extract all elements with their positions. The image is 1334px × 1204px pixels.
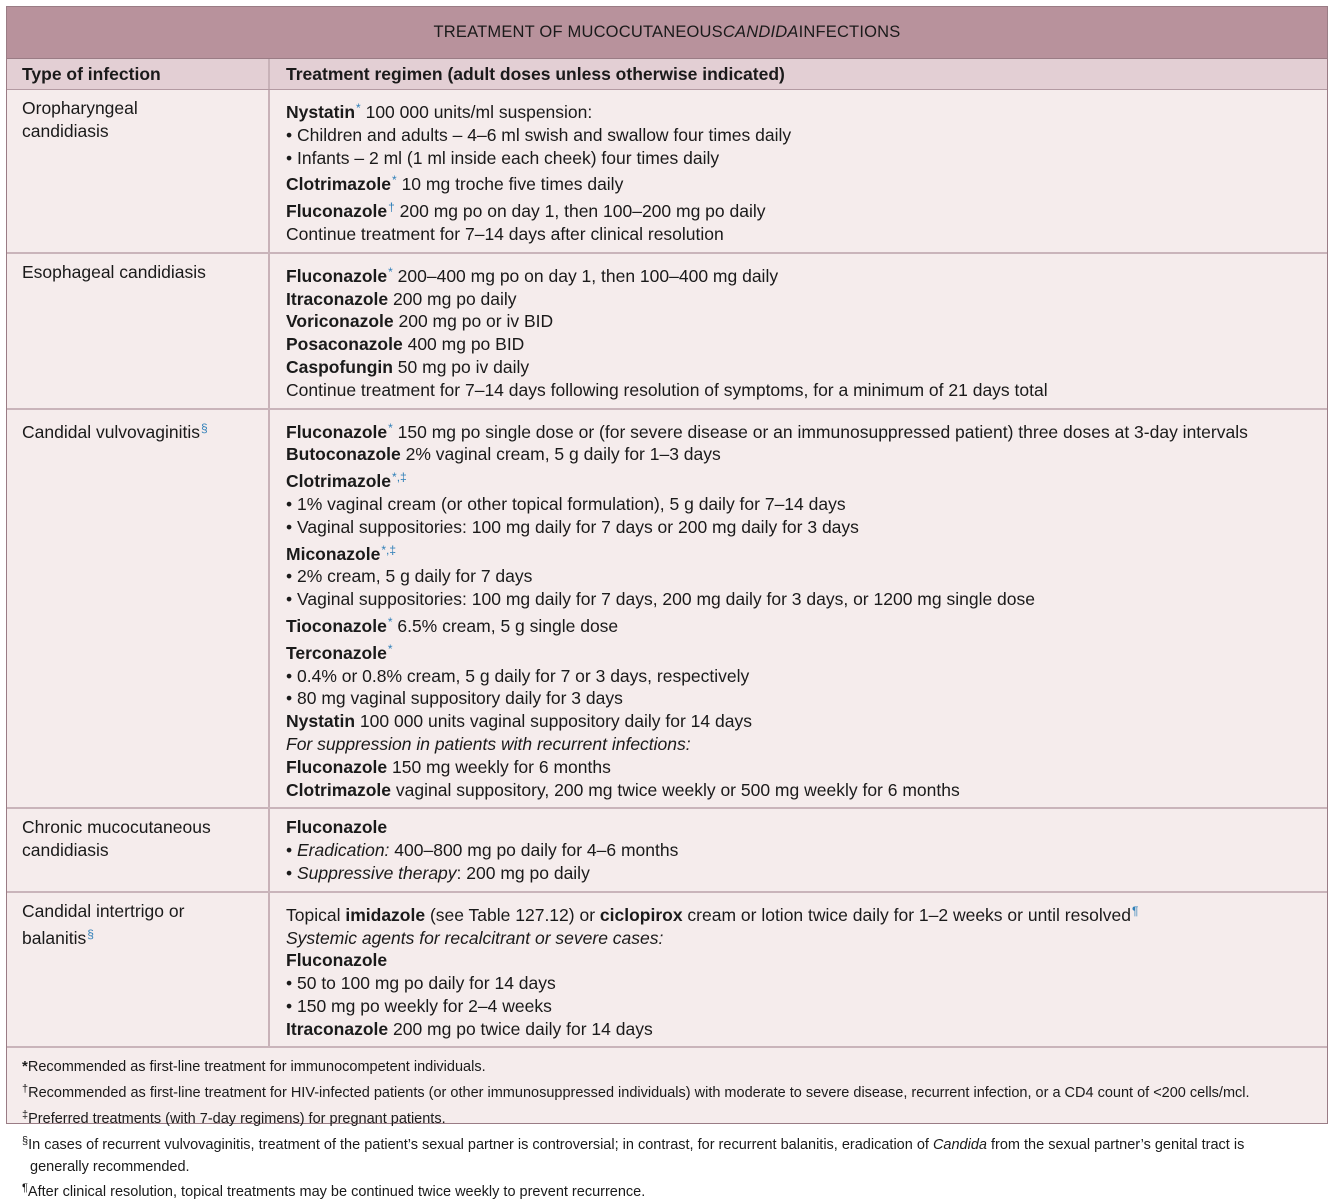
infection-type-line (22, 120, 268, 143)
regimen-line (286, 972, 1327, 995)
regimen-line (286, 710, 1327, 733)
regimen-line (286, 1018, 1327, 1041)
treatment-regimen-cell (270, 893, 1327, 1047)
table-body (7, 90, 1327, 1048)
regimen-drug: Fluconazole (286, 950, 388, 971)
treatment-regimen-cell (270, 90, 1327, 252)
regimen-text: • 80 mg vaginal suppository daily for 3 days (286, 688, 623, 709)
regimen-footnote-mark: † (388, 200, 395, 215)
title-suffix: INFECTIONS (798, 23, 901, 41)
table-row (7, 254, 1327, 410)
regimen-text: 100 000 units/ml suspension: (360, 102, 593, 122)
infection-type-cell (7, 90, 270, 252)
infection-type-line (22, 816, 268, 839)
regimen-line (286, 565, 1327, 588)
regimen-line (286, 638, 1327, 665)
regimen-line (286, 443, 1327, 466)
regimen-footnote-mark: * (387, 614, 393, 629)
regimen-line (286, 733, 1327, 756)
footnote-mark: † (22, 1083, 29, 1096)
regimen-text: cream or lotion twice daily for 1–2 weeks or until resolved (682, 904, 1131, 925)
regimen-line (286, 333, 1327, 356)
infection-type-cell (7, 893, 270, 1047)
header-type-of-infection: Type of infection (7, 59, 270, 89)
infection-type-text: balanitis (22, 927, 87, 948)
footnote-mark: § (22, 1134, 29, 1147)
footnotes (7, 1048, 1327, 1204)
regimen-text: 50 mg po iv daily (392, 356, 530, 377)
table-row (7, 809, 1327, 892)
regimen-line (286, 756, 1327, 779)
regimen-drug: Itraconazole (286, 1018, 389, 1039)
regimen-line (286, 261, 1327, 288)
regimen-text: Continue treatment for 7–14 days following resolution of symptoms, for a minimum of 21 days total (286, 379, 1048, 400)
regimen-line (286, 493, 1327, 516)
footnote-mark: * (22, 1058, 28, 1076)
footnote (22, 1079, 1327, 1105)
table-title (7, 7, 1327, 59)
regimen-drug: Miconazole (286, 543, 381, 564)
infection-type-text: Candidal vulvovaginitis (22, 421, 201, 442)
regimen-text: 400 mg po BID (402, 334, 525, 355)
regimen-italic: Systemic agents for recalcitrant or severe cases: (286, 927, 664, 948)
regimen-drug: Fluconazole (286, 201, 388, 222)
regimen-drug: Voriconazole (286, 311, 394, 332)
regimen-line (286, 356, 1327, 379)
regimen-drug: Nystatin (286, 102, 356, 122)
footnote-text: In cases of recurrent vulvovaginitis, treatment of the patient’s sexual partner is controversial; in contrast, for recurrent balanitis, eradication of (28, 1136, 933, 1153)
infection-type-line (22, 900, 268, 923)
infection-type-text: candidiasis (22, 840, 109, 861)
footnote-text: Recommended as first-line treatment for HIV-infected patients (or other immunosuppressed individuals) with moderate to severe disease, recurrent infection, or a CD4 count of <200 cells/mcl. (28, 1085, 1250, 1102)
regimen-text: 200–400 mg po on day 1, then 100–400 mg daily (392, 265, 779, 286)
regimen-drug: Fluconazole (286, 265, 388, 286)
regimen-text: • 2% cream, 5 g daily for 7 days (286, 566, 533, 587)
regimen-line (286, 147, 1327, 170)
regimen-text: • Children and adults – 4–6 ml swish and swallow four times daily (286, 124, 792, 145)
regimen-text: 2% vaginal cream, 5 g daily for 1–3 days (400, 444, 721, 465)
footnote-text: After clinical resolution, topical treatments may be continued twice weekly to prevent recurrence. (27, 1184, 646, 1201)
regimen-drug: Caspofungin (286, 356, 393, 377)
regimen-line (286, 196, 1327, 223)
regimen-line (286, 927, 1327, 950)
footnote-text: from the sexual partner’s genital tract is (986, 1136, 1245, 1153)
regimen-drug: Fluconazole (286, 817, 388, 838)
footnote-text: Recommended as first-line treatment for immunocompetent individuals. (27, 1059, 486, 1076)
regimen-text: • Vaginal suppositories: 100 mg daily for 7 days, 200 mg daily for 3 days, or 1200 mg single dose (286, 589, 1035, 610)
regimen-text: • 50 to 100 mg po daily for 14 days (286, 973, 556, 994)
table-header-row (7, 59, 1327, 90)
regimen-footnote-mark: *,‡ (392, 470, 407, 485)
regimen-line (286, 779, 1327, 802)
title-italic: CANDIDA (722, 23, 799, 41)
regimen-drug: Clotrimazole (286, 471, 392, 492)
regimen-text: (see Table 127.12) or (425, 904, 600, 925)
infection-type-text: candidiasis (22, 120, 109, 141)
infection-type-cell (7, 254, 270, 408)
infection-type-text: Candidal intertrigo or (22, 900, 185, 921)
infection-type-footnote-mark: § (87, 926, 94, 941)
treatment-table (6, 6, 1328, 1201)
regimen-footnote-mark: *,‡ (381, 542, 397, 557)
infection-type-cell (7, 410, 270, 808)
regimen-line (286, 539, 1327, 566)
regimen-line (286, 310, 1327, 333)
regimen-text: vaginal suppository, 200 mg twice weekly or 500 mg weekly for 6 months (391, 779, 960, 800)
infection-type-line (22, 923, 268, 950)
regimen-line (286, 900, 1327, 927)
regimen-drug: Clotrimazole (286, 779, 392, 800)
regimen-line (286, 97, 1327, 124)
regimen-drug: Itraconazole (286, 288, 389, 309)
regimen-drug: Terconazole (286, 642, 387, 663)
header-treatment-regimen: Treatment regimen (adult doses unless otherwise indicated) (286, 63, 785, 84)
treatment-regimen-cell (270, 410, 1327, 808)
regimen-line (286, 124, 1327, 147)
table-row (7, 410, 1327, 810)
regimen-drug: Butoconazole (286, 444, 401, 465)
regimen-drug: ciclopirox (599, 904, 683, 925)
regimen-text: 200 mg po or iv BID (393, 311, 554, 332)
regimen-drug: Fluconazole (286, 756, 388, 777)
footnote-mark: ¶ (22, 1182, 28, 1195)
infection-type-text: Esophageal candidiasis (22, 261, 206, 282)
table-row (7, 893, 1327, 1049)
regimen-line (286, 839, 1327, 862)
regimen-line (286, 687, 1327, 710)
footnote (22, 1105, 1327, 1131)
regimen-drug: Tioconazole (286, 615, 387, 636)
footnote-text: generally recommended. (30, 1158, 190, 1175)
regimen-line (286, 611, 1327, 638)
regimen-line (286, 223, 1327, 246)
regimen-line (286, 949, 1327, 972)
regimen-text: Topical (286, 904, 346, 925)
regimen-line (286, 665, 1327, 688)
regimen-footnote-mark: ¶ (1131, 903, 1139, 918)
footnote (22, 1056, 1327, 1079)
regimen-text: 400–800 mg po daily for 4–6 months (389, 840, 679, 861)
regimen-footnote-mark: * (388, 420, 393, 435)
regimen-text: 200 mg po daily (388, 288, 517, 309)
regimen-line (286, 379, 1327, 402)
footnote-mark: ‡ (22, 1109, 29, 1122)
treatment-regimen-cell (270, 809, 1327, 890)
regimen-text: Continue treatment for 7–14 days after clinical resolution (286, 223, 724, 244)
regimen-footnote-mark: * (392, 173, 397, 188)
regimen-line (286, 417, 1327, 444)
regimen-footnote-mark: * (356, 101, 361, 115)
footnote (22, 1131, 1327, 1157)
regimen-italic: Suppressive therapy (297, 862, 457, 883)
regimen-line (286, 169, 1327, 196)
regimen-text: • 150 mg po weekly for 2–4 weeks (286, 995, 552, 1016)
regimen-line (286, 995, 1327, 1018)
infection-type-line (22, 97, 268, 120)
infection-type-text: Chronic mucocutaneous (22, 817, 211, 838)
infection-type-cell (7, 809, 270, 890)
regimen-text: 10 mg troche five times daily (396, 174, 624, 195)
infection-type-line (22, 261, 268, 284)
regimen-line (286, 288, 1327, 311)
regimen-line (286, 862, 1327, 885)
treatment-regimen-cell (270, 254, 1327, 408)
regimen-line (286, 588, 1327, 611)
regimen-text: 200 mg po twice daily for 14 days (388, 1018, 653, 1039)
title-prefix: TREATMENT OF MUCOCUTANEOUS (433, 23, 723, 41)
footnote-italic: Candida (932, 1136, 987, 1153)
regimen-text: • 0.4% or 0.8% cream, 5 g daily for 7 or 3 days, respectively (286, 665, 750, 686)
regimen-text: • (286, 862, 297, 883)
regimen-text: 150 mg weekly for 6 months (387, 756, 611, 777)
table-row (7, 90, 1327, 254)
regimen-footnote-mark: * (388, 264, 393, 279)
infection-type-footnote-mark: § (201, 420, 208, 435)
footnote (22, 1178, 1327, 1204)
regimen-drug: Nystatin (286, 711, 356, 732)
regimen-text: 150 mg po single dose or (for severe disease or an immunosuppressed patient) three doses at 3-day intervals (392, 421, 1248, 442)
regimen-line (286, 516, 1327, 539)
regimen-text: 200 mg po on day 1, then 100–200 mg po daily (394, 201, 766, 222)
regimen-text: 100 000 units vaginal suppository daily for 14 days (355, 711, 752, 732)
infection-type-line (22, 839, 268, 862)
regimen-drug: Fluconazole (286, 421, 388, 442)
regimen-italic: For suppression in patients with recurrent infections: (286, 733, 691, 754)
regimen-text: • (286, 840, 297, 861)
regimen-text: • Vaginal suppositories: 100 mg daily for 7 days or 200 mg daily for 3 days (286, 516, 859, 537)
footnote-text: Preferred treatments (with 7-day regimens) for pregnant patients. (28, 1111, 446, 1128)
footnote (22, 1157, 1327, 1179)
regimen-text: • 1% vaginal cream (or other topical formulation), 5 g daily for 7–14 days (286, 493, 846, 514)
infection-type-text: Oropharyngeal (22, 98, 138, 118)
regimen-text: 6.5% cream, 5 g single dose (392, 615, 619, 636)
regimen-text: : 200 mg po daily (456, 862, 590, 883)
regimen-drug: Posaconazole (286, 334, 403, 355)
regimen-drug: imidazole (345, 904, 426, 925)
regimen-italic: Eradication: (297, 840, 390, 861)
regimen-line (286, 816, 1327, 839)
regimen-footnote-mark: * (387, 641, 393, 656)
regimen-text: • Infants – 2 ml (1 ml inside each cheek) four times daily (286, 147, 720, 168)
regimen-line (286, 466, 1327, 493)
regimen-drug: Clotrimazole (286, 174, 392, 195)
infection-type-line (22, 417, 268, 444)
